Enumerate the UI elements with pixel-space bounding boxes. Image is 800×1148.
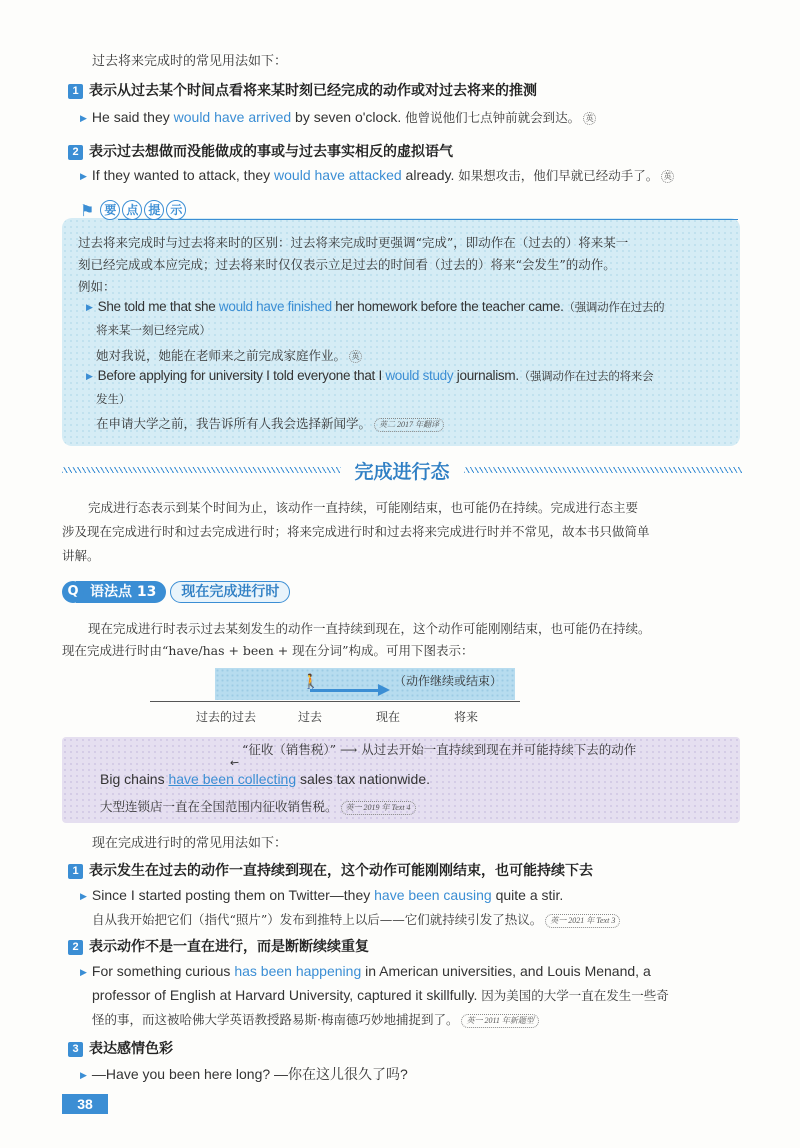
triangle-bullet-icon: ▶ — [86, 302, 93, 312]
number-badge: 1 — [68, 864, 83, 879]
chinese-translation: 因为美国的大学一直在发生一些奇 — [481, 988, 669, 1003]
tip-line: 例如： — [78, 279, 116, 294]
usage-heading-text: 表示过去想做而没能做成的事或与过去事实相反的虚拟语气 — [89, 144, 453, 160]
example-sentence-3 — [80, 1064, 408, 1084]
example-sentence-1 — [80, 108, 596, 126]
usage-heading-text: 表达感情色彩 — [89, 1041, 173, 1057]
chinese-translation: 他曾说他们七点钟前就会到达。 — [405, 110, 581, 125]
example-text: already. — [401, 167, 455, 183]
tip-divider — [118, 219, 738, 220]
triangle-bullet-icon: ▶ — [80, 171, 87, 181]
intro-text: 过去将来完成时的常见用法如下： — [92, 54, 288, 69]
arrow-right-icon: ⟶ — [340, 743, 358, 757]
example-text: sales tax nationwide. — [296, 771, 430, 787]
source-tag: 英一 2019 年 Text 4 — [341, 801, 416, 815]
example-text: by seven o'clock. — [291, 109, 402, 125]
source-tag: 英 — [583, 112, 596, 125]
highlighted-phrase: would have arrived — [173, 109, 292, 125]
paragraph-line: 现在完成进行时由“have/has + been + 现在分词”构成。可用下图表示： — [62, 643, 474, 658]
triangle-bullet-icon: ▶ — [86, 371, 93, 381]
tip-title-char: 提 — [144, 200, 164, 220]
tip-title-char: 要 — [100, 200, 120, 220]
example-sentence-1 — [80, 887, 563, 903]
example-text: —Have you been here long? —你在这儿很久了吗? — [91, 1066, 408, 1082]
tip-paragraph — [78, 232, 628, 298]
tip-example-2 — [86, 368, 653, 384]
paragraph-line: 讲解。 — [62, 548, 100, 563]
highlighted-phrase: would study — [385, 368, 454, 383]
paragraph-line: 现在完成进行时表示过去某刻发生的动作一直持续到现在，这个动作可能刚刚结束，也可能仍在持续。 — [88, 621, 651, 636]
chinese-translation: 在申请大学之前，我告诉所有人我会选择新闻学。 — [96, 416, 372, 431]
tip-example-1-note: 将来某一刻已经完成） — [96, 323, 211, 337]
timeline-label: 将来 — [454, 710, 479, 724]
annotation — [242, 740, 636, 758]
pointer-arrow-icon: ↙ — [226, 754, 243, 771]
source-tag: 英 — [661, 170, 674, 183]
timeline-axis — [150, 701, 520, 702]
highlighted-phrase: would have finished — [218, 299, 332, 314]
tip-example-1-translation — [96, 346, 362, 364]
example-text: journalism. — [453, 368, 519, 383]
tip-line: 过去将来完成时与过去将来时的区别：过去将来完成时更强调“完成”，即动作在（过去的）将来某一 — [78, 235, 629, 250]
example-translation — [100, 797, 416, 815]
highlighted-phrase: has been happening — [234, 963, 362, 979]
tip-line: 刻已经完成或本应完成；过去将来时仅仅表示立足过去的时间看（过去的）将来“会发生”的动作。 — [78, 257, 616, 272]
timeline-label: 现在 — [376, 710, 401, 724]
chinese-translation: 如果想攻击，他们早就已经动手了。 — [458, 168, 659, 183]
chinese-translation: 怪的事，而这被哈佛大学英语教授路易斯·梅南德巧妙地捕捉到了。 — [92, 1012, 459, 1027]
triangle-bullet-icon: ▶ — [80, 113, 87, 123]
number-badge: 1 — [68, 84, 83, 99]
example-note: （强调动作在过去的将来会 — [518, 369, 654, 383]
example-text: If they wanted to attack, they — [91, 167, 275, 183]
highlighted-phrase: have been causing — [374, 887, 492, 903]
example-text: For something curious — [91, 963, 235, 979]
paragraph-line: 涉及现在完成进行时和过去完成进行时；将来完成进行时和过去将来完成进行时并不常见，故本书只做简单 — [62, 524, 650, 539]
usage-heading-1 — [68, 80, 537, 100]
annotation-text: 从过去开始一直持续到现在并可能持续下去的动作 — [361, 742, 637, 757]
usage-heading-2 — [68, 141, 453, 161]
example-text: Big chains — [100, 771, 169, 787]
triangle-bullet-icon: ▶ — [80, 1070, 87, 1080]
tip-example-2-note: 发生） — [96, 392, 131, 406]
example-text: professor of English at Harvard University, captured it skillfully. — [92, 987, 478, 1003]
example-text: Since I started posting them on Twitter—they — [91, 887, 375, 903]
example-text: in American universities, and Louis Menand, a — [361, 963, 651, 979]
number-badge: 3 — [68, 1042, 83, 1057]
number-badge: 2 — [68, 145, 83, 160]
chinese-translation: 大型连锁店一直在全国范围内征收销售税。 — [100, 799, 338, 814]
highlighted-phrase: have been collecting — [168, 771, 297, 787]
chinese-translation: 自从我开始把它们（指代“照片”）发布到推特上以后——它们就持续引发了热议。 — [92, 912, 543, 927]
grammar-point-header — [62, 580, 290, 604]
usage-intro: 现在完成进行时的常见用法如下： — [92, 836, 288, 851]
example-sentence-2-cont — [92, 986, 669, 1004]
section-title: 完成进行态 — [354, 460, 450, 483]
usage-heading-1 — [68, 860, 593, 880]
example-sentence-2 — [80, 963, 651, 979]
example-sentence — [100, 771, 430, 787]
usage-heading-text: 表示从过去某个时间点看将来某时刻已经完成的动作或对过去将来的推测 — [89, 83, 537, 99]
example-text: He said they — [91, 109, 174, 125]
grammar-point-label: 语法点 13 — [76, 581, 166, 603]
source-tag: 英二 2017 年翻译 — [374, 418, 444, 432]
number-badge: 2 — [68, 940, 83, 955]
source-tag: 英 — [349, 350, 362, 363]
tip-example-1 — [86, 299, 664, 315]
example-text: Before applying for university I told everyone that I — [97, 368, 386, 383]
triangle-bullet-icon: ▶ — [80, 967, 87, 977]
example-translation-2 — [92, 1010, 539, 1028]
section-paragraph — [62, 496, 742, 568]
timeline-label: 过去的过去 — [196, 710, 257, 724]
tip-title-char: 示 — [166, 200, 186, 220]
arrow-head-icon — [378, 684, 390, 696]
example-sentence-2 — [80, 166, 674, 184]
section-heading — [62, 458, 742, 482]
usage-heading-text: 表示发生在过去的动作一直持续到现在，这个动作可能刚刚结束，也可能持续下去 — [89, 863, 593, 879]
paragraph-line: 完成进行态表示到某个时间为止，该动作一直持续，可能刚结束，也可能仍在持续。完成进行态主要 — [88, 500, 639, 515]
grammar-paragraph — [62, 618, 752, 662]
timeline-arrow — [310, 689, 380, 692]
grammar-point-title: 现在完成进行时 — [170, 581, 290, 603]
chinese-translation: 她对我说，她能在老师来之前完成家庭作业。 — [96, 348, 347, 363]
page-number: 38 — [62, 1094, 108, 1114]
tip-title-char: 点 — [122, 200, 142, 220]
decorative-hatch — [464, 467, 743, 473]
example-text: quite a stir. — [491, 887, 564, 903]
triangle-bullet-icon: ▶ — [80, 891, 87, 901]
tip-title — [80, 200, 186, 220]
usage-heading-2 — [68, 936, 369, 956]
example-text: She told me that she — [97, 299, 219, 314]
tip-example-2-translation — [96, 414, 444, 432]
highlighted-phrase: would have attacked — [274, 167, 402, 183]
flag-icon: ⚑ — [80, 200, 95, 220]
timeline-note: （动作继续或结束） — [394, 674, 503, 688]
source-tag: 英一 2011 年新题型 — [461, 1014, 538, 1028]
timeline-label: 过去 — [298, 710, 323, 724]
usage-heading-text: 表示动作不是一直在进行，而是断断续续重复 — [89, 939, 369, 955]
usage-heading-3 — [68, 1038, 173, 1058]
example-translation-1 — [92, 910, 620, 928]
decorative-hatch — [62, 467, 341, 473]
magnifier-icon: Q — [62, 581, 84, 603]
source-tag: 英一 2021 年 Text 3 — [545, 914, 620, 928]
annotation-text: “征收（销售税）” — [242, 742, 337, 757]
example-text: her homework before the teacher came. — [331, 299, 564, 314]
example-note: （强调动作在过去的 — [563, 300, 665, 314]
person-walking-icon: 🚶 — [302, 674, 320, 690]
